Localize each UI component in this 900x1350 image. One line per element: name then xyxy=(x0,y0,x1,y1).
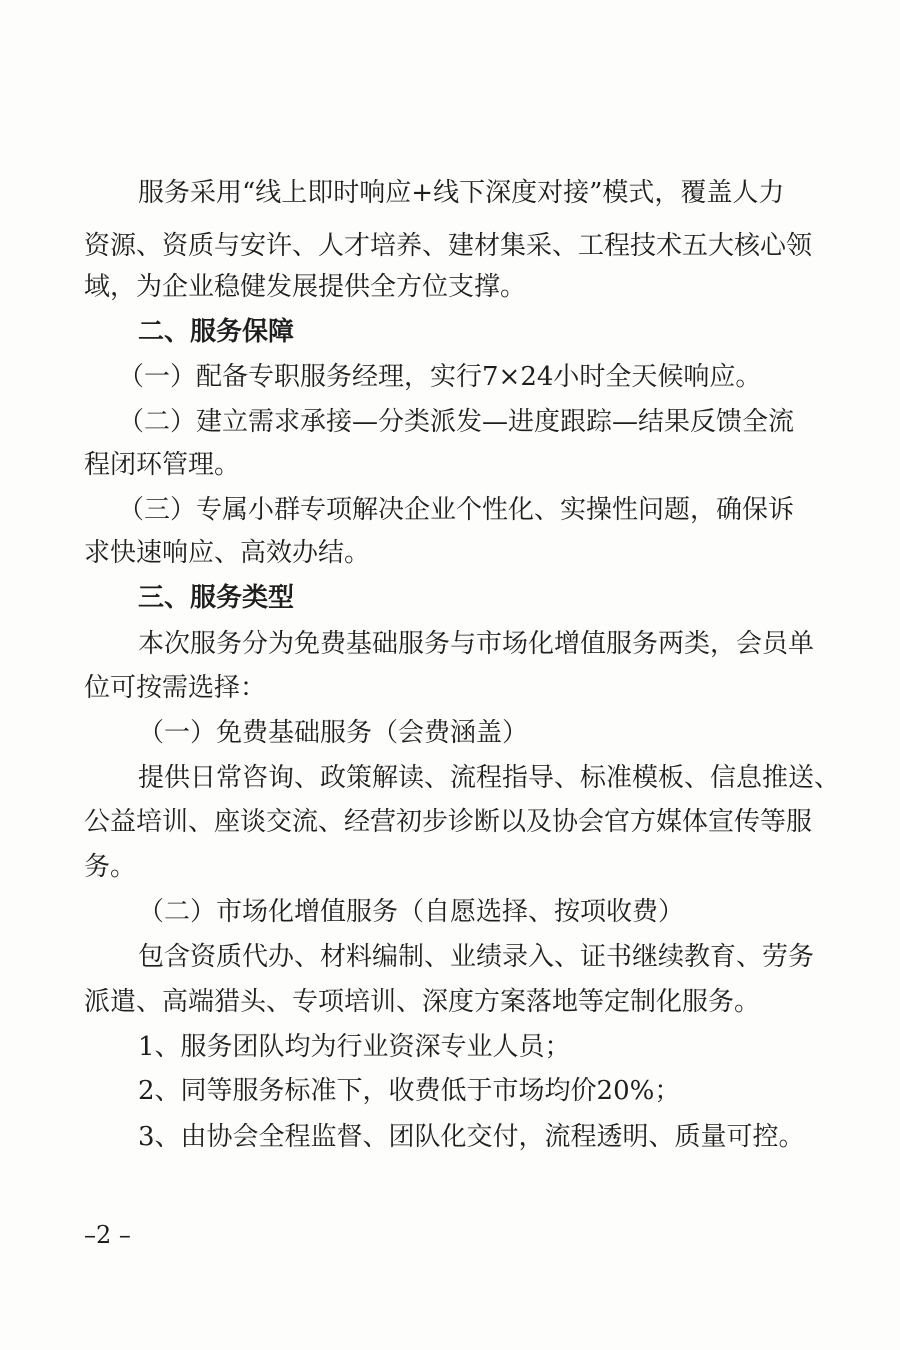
section-heading-service-types: 三、服务类型 xyxy=(138,583,295,613)
subheading-market-value-service: （二）市场化增值服务（自愿选择、按项收费） xyxy=(138,897,685,927)
body-line: 本次服务分为免费基础服务与市场化增值服务两类，会员单 xyxy=(138,629,815,659)
body-line: 求快速响应、高效办结。 xyxy=(84,538,371,568)
body-line: （二）建立需求承接—分类派发—进度跟踪—结果反馈全流 xyxy=(118,407,795,437)
list-item: 2、同等服务标准下，收费低于市场均价20%； xyxy=(138,1076,681,1106)
body-line: 域，为企业稳健发展提供全方位支撑。 xyxy=(84,272,527,302)
body-line: 派遣、高端猎头、专项培训、深度方案落地等定制化服务。 xyxy=(84,987,761,1017)
body-line: 包含资质代办、材料编制、业绩录入、证书继续教育、劳务 xyxy=(138,942,815,972)
body-line: 务。 xyxy=(84,852,137,882)
body-line: （一）配备专职服务经理，实行7×24小时全天候响应。 xyxy=(118,362,762,392)
subheading-free-basic-service: （一）免费基础服务（会费涵盖） xyxy=(138,718,529,748)
body-line: 公益培训、座谈交流、经营初步诊断以及协会官方媒体宣传等服 xyxy=(84,807,813,837)
list-item: 3、由协会全程监督、团队化交付，流程透明、质量可控。 xyxy=(138,1122,805,1152)
page-number: –2 – xyxy=(84,1221,131,1249)
body-line: 位可按需选择： xyxy=(84,673,267,703)
body-line: 提供日常咨询、政策解读、流程指导、标准模板、信息推送、 xyxy=(138,763,841,793)
list-item: 1、服务团队均为行业资深专业人员； xyxy=(138,1032,571,1062)
body-line: 程闭环管理。 xyxy=(84,450,241,480)
body-line: （三）专属小群专项解决企业个性化、实操性问题，确保诉 xyxy=(118,495,795,525)
body-line: 资源、资质与安许、人才培养、建材集采、工程技术五大核心领 xyxy=(84,231,813,261)
body-line: 服务采用“线上即时响应+线下深度对接”模式，覆盖人力 xyxy=(138,178,785,208)
section-heading-service-guarantee: 二、服务保障 xyxy=(138,317,295,347)
